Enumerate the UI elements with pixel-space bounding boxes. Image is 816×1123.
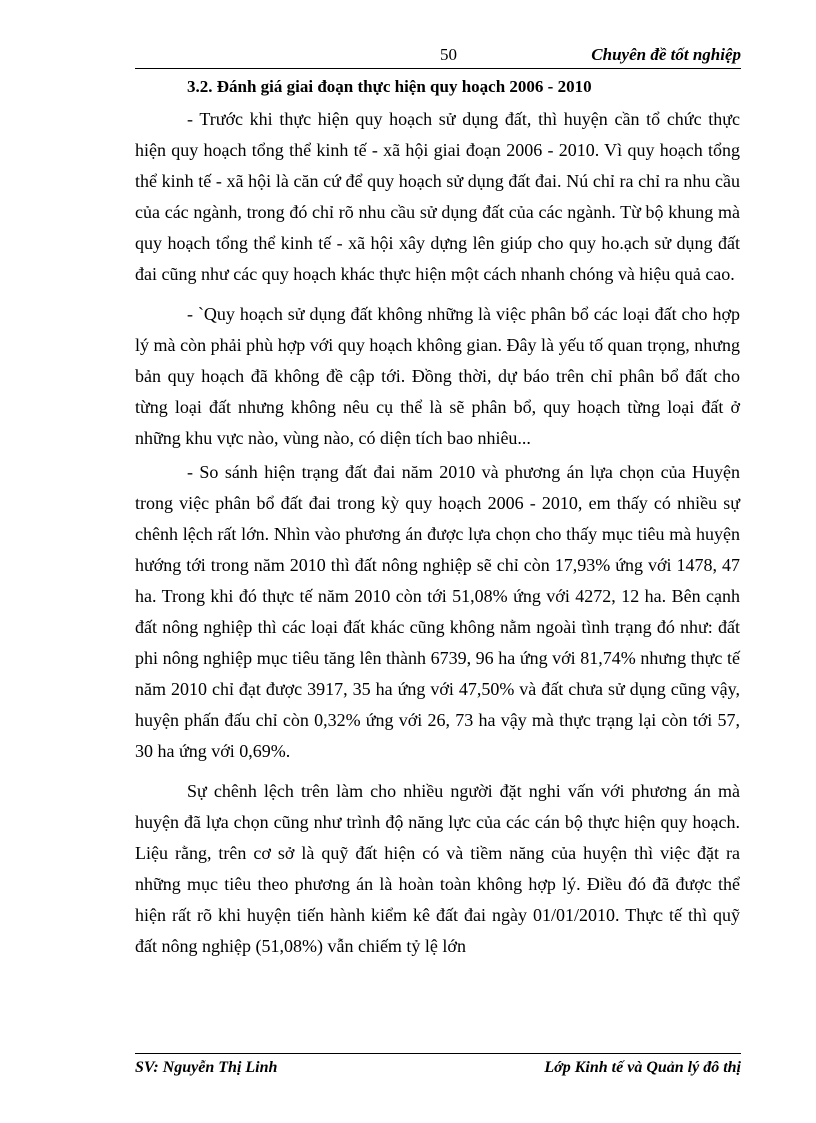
page-content	[135, 72, 740, 962]
section-heading: 3.2. Đánh giá giai đoạn thực hiện quy hoạch 2006 - 2010	[187, 77, 592, 96]
footer-class-name: Lớp Kinh tế và Quản lý đô thị	[544, 1059, 741, 1076]
document-title: Chuyên đề tốt nghiệp	[591, 45, 741, 64]
page-number: 50	[440, 45, 457, 64]
page-header	[135, 44, 741, 69]
page-footer	[135, 1053, 741, 1080]
paragraph-4: Sự chênh lệch trên làm cho nhiều người đặt nghi vấn với phương án mà huyện đã lựa chọn cũng như trình độ năng lực của các cán bộ thực hiện quy hoạch. Liệu rằng, trên cơ sở là quỹ đất hiện có và tiềm năng của huyện thì việc đặt ra những mục tiêu theo phương án là hoàn toàn không hợp lý. Điều đó đã được thể hiện rất rõ khi huyện tiến hành kiểm kê đất đai ngày 01/01/2010. Thực tế thì quỹ đất nông nghiệp (51,08%) vẫn chiếm tỷ lệ lớn	[135, 781, 740, 956]
footer-student-name: SV: Nguyễn Thị Linh	[135, 1059, 278, 1076]
paragraph-1: - Trước khi thực hiện quy hoạch sử dụng đất, thì huyện cần tổ chức thực hiện quy hoạch tổng thể kinh tế - xã hội giai đoạn 2006 - 2010. Vì quy hoạch tổng thể kinh tế - xã hội là căn cứ để quy hoạch sử dụng đất đai. Nú chỉ ra chỉ ra nhu cầu của các ngành, trong đó chỉ rõ nhu cầu sử dụng đất của các ngành. Từ bộ khung mà quy hoạch tổng thể kinh tế - xã hội xây dựng lên giúp cho quy ho.ạch sử dụng đất đai cũng như các quy hoạch khác thực hiện một cách nhanh chóng và hiệu quả cao.	[135, 109, 740, 284]
paragraph-3: - So sánh hiện trạng đất đai năm 2010 và phương án lựa chọn của Huyện trong việc phân bổ đất đai trong kỳ quy hoạch 2006 - 2010, em thấy có nhiều sự chênh lệch rất lớn. Nhìn vào phương án được lựa chọn cho thấy mục tiêu mà huyện hướng tới trong năm 2010 thì đất nông nghiệp sẽ chỉ còn 17,93% ứng với 1478, 47 ha. Trong khi đó thực tế năm 2010 còn tới 51,08% ứng với 4272, 12 ha. Bên cạnh đất nông nghiệp thì các loại đất khác cũng không nằm ngoài tình trạng đó như: đất phi nông nghiệp mục tiêu tăng lên thành 6739, 96 ha ứng với 81,74% nhưng thực tế năm 2010 chỉ đạt được 3917, 35 ha ứng với 47,50% và đất chưa sử dụng cũng vậy, huyện phấn đấu chỉ còn 0,32% ứng với 26, 73 ha vậy mà thực trạng lại còn tới 57, 30 ha ứng với 0,69%.	[135, 462, 740, 761]
paragraph-2: - `Quy hoạch sử dụng đất không những là việc phân bổ các loại đất cho hợp lý mà còn phải phù hợp với quy hoạch không gian. Đây là yếu tố quan trọng, nhưng bản quy hoạch đã không đề cập tới. Đồng thời, dự báo trên chỉ phân bổ đất cho từng loại đất nhưng không nêu cụ thể là sẽ phân bổ, quy hoạch từng loại đất ở những khu vực nào, vùng nào, có diện tích bao nhiêu...	[135, 304, 740, 448]
